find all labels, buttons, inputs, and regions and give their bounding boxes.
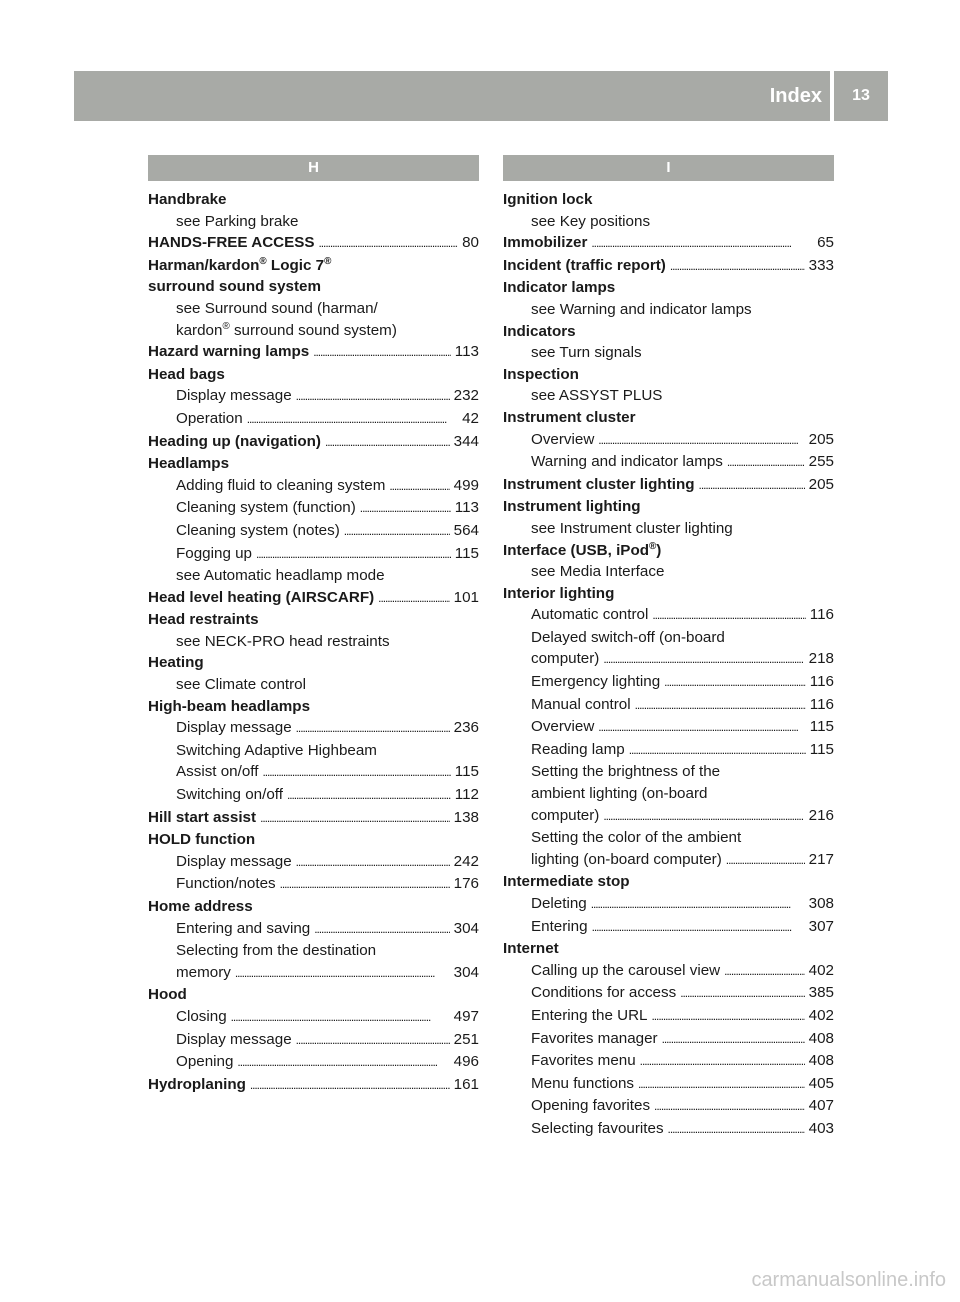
entry-label: computer) xyxy=(531,650,600,668)
entry-heading xyxy=(148,232,479,255)
index-entry xyxy=(148,341,479,364)
entry-label: Indicator lamps xyxy=(503,279,616,297)
entry-subitem xyxy=(503,1005,834,1028)
leader-dots xyxy=(313,341,451,364)
entry-heading xyxy=(503,255,834,278)
entry-subitem xyxy=(148,298,479,320)
leader-dots xyxy=(726,849,805,872)
leader-dots xyxy=(638,1073,805,1096)
page-reference[interactable]: 385 xyxy=(808,984,834,1002)
entry-label: Interior lighting xyxy=(503,584,615,602)
index-entry xyxy=(148,255,479,341)
leader-dots xyxy=(235,962,450,985)
entry-subitem xyxy=(503,982,834,1005)
entry-label: Menu functions xyxy=(531,1074,634,1092)
leader-dots xyxy=(603,805,804,828)
leader-dots xyxy=(680,982,804,1005)
entry-subitem xyxy=(148,918,479,941)
entry-heading xyxy=(503,871,834,893)
index-entry xyxy=(148,1074,479,1097)
entry-subitem xyxy=(148,385,479,408)
page-reference[interactable]: 496 xyxy=(453,1053,479,1071)
entry-label: Automatic control xyxy=(531,606,649,624)
entry-subitem xyxy=(503,648,834,671)
entry-label: Display message xyxy=(176,387,292,405)
page-reference[interactable]: 205 xyxy=(808,475,834,493)
entry-label: Head bags xyxy=(148,365,225,383)
entry-heading xyxy=(503,232,834,255)
page-number: 13 xyxy=(852,87,870,104)
entry-heading xyxy=(148,696,479,718)
page-reference[interactable]: 497 xyxy=(453,1007,479,1025)
entry-label: High-beam headlamps xyxy=(148,697,311,715)
entry-subitem xyxy=(503,716,834,739)
leader-dots xyxy=(378,587,449,610)
entry-label: Favorites manager xyxy=(531,1029,658,1047)
entry-label: Function/notes xyxy=(176,875,276,893)
entry-label: see Automatic headlamp mode xyxy=(176,567,385,585)
leader-dots xyxy=(360,497,451,520)
entry-label: Conditions for access xyxy=(531,984,677,1002)
index-entry xyxy=(148,609,479,652)
entry-label: Selecting from the destination xyxy=(176,942,377,960)
entry-label: see NECK-PRO head restraints xyxy=(176,632,390,650)
entry-label: HANDS-FREE ACCESS xyxy=(148,234,315,252)
entry-label: Switching on/off xyxy=(176,786,283,804)
page-reference[interactable]: 308 xyxy=(808,895,834,912)
entry-label: Delayed switch-off (on-board xyxy=(531,628,725,646)
entry-heading xyxy=(503,540,834,562)
page-reference[interactable]: 408 xyxy=(808,1052,834,1070)
leader-dots xyxy=(592,916,805,939)
entry-label: Display message xyxy=(176,852,292,870)
index-entry xyxy=(503,583,834,872)
leader-dots xyxy=(344,520,450,543)
index-entry xyxy=(148,364,479,431)
entry-label: HOLD function xyxy=(148,831,256,849)
page-reference[interactable]: 407 xyxy=(808,1097,834,1115)
index-entry xyxy=(148,807,479,830)
entry-label: see Turn signals xyxy=(531,344,642,362)
entry-subitem xyxy=(148,543,479,566)
entry-subitem xyxy=(503,561,834,583)
entry-label: Entering the URL xyxy=(531,1006,648,1024)
entry-subitem xyxy=(503,761,834,783)
leader-dots xyxy=(664,671,806,694)
entry-label: Setting the color of the ambient xyxy=(531,829,742,847)
index-column-i xyxy=(503,155,834,1141)
entry-subitem xyxy=(503,1028,834,1051)
entry-label: Ignition lock xyxy=(503,191,593,208)
entry-list xyxy=(148,189,479,1096)
entry-heading xyxy=(148,829,479,851)
leader-dots xyxy=(662,1028,805,1051)
entry-subitem xyxy=(503,783,834,805)
entry-heading xyxy=(148,896,479,918)
entry-label: see Media Interface xyxy=(531,563,665,581)
entry-label: see Surround sound (harman/ xyxy=(176,299,378,317)
entry-label: Overview xyxy=(531,718,595,736)
leader-dots xyxy=(603,648,804,671)
entry-label: Instrument cluster lighting xyxy=(503,475,695,493)
entry-subitem xyxy=(148,1051,479,1074)
entry-label: Harman/kardon® Logic 7® xyxy=(148,255,332,274)
index-entry xyxy=(503,407,834,474)
leader-dots xyxy=(314,918,449,941)
entry-subitem xyxy=(148,475,479,498)
entry-subitem xyxy=(148,631,479,653)
leader-dots xyxy=(280,873,450,896)
page-reference[interactable]: 113 xyxy=(454,343,479,361)
leader-dots xyxy=(635,694,806,717)
leader-dots xyxy=(389,475,449,498)
entry-subitem xyxy=(503,604,834,627)
index-entry xyxy=(148,587,479,610)
index-entry xyxy=(148,232,479,255)
entry-subitem xyxy=(148,784,479,807)
leader-dots xyxy=(250,1074,450,1097)
entry-heading xyxy=(503,938,834,960)
entry-subitem xyxy=(148,497,479,520)
page-reference[interactable]: 176 xyxy=(453,875,479,893)
entry-label: Operation xyxy=(176,409,243,427)
page-reference[interactable]: 218 xyxy=(808,650,834,668)
entry-label: Emergency lighting xyxy=(531,673,661,691)
entry-heading xyxy=(148,255,479,277)
page-reference[interactable]: 217 xyxy=(808,850,834,868)
entry-label: Switching Adaptive Highbeam xyxy=(176,741,377,759)
page-reference[interactable]: 138 xyxy=(453,808,479,826)
leader-dots xyxy=(629,739,806,762)
entry-label: Head restraints xyxy=(148,611,259,629)
entry-subitem xyxy=(503,211,834,233)
entry-subitem xyxy=(148,962,479,985)
entry-label: Instrument lighting xyxy=(503,498,641,516)
entry-heading xyxy=(148,587,479,610)
entry-subitem xyxy=(148,761,479,784)
index-column-h xyxy=(148,155,479,1096)
entry-label: Interface (USB, iPod®) xyxy=(503,540,662,559)
entry-label: Display message xyxy=(176,719,292,737)
entry-heading xyxy=(148,364,479,386)
leader-dots xyxy=(237,1051,449,1074)
entry-label: see Climate control xyxy=(176,676,306,694)
index-entry xyxy=(148,984,479,1073)
index-entry xyxy=(503,255,834,278)
entry-label: Intermediate stop xyxy=(503,873,630,891)
entry-label: Hill start assist xyxy=(148,808,257,826)
page-reference[interactable]: 499 xyxy=(453,476,479,494)
entry-label: Closing xyxy=(176,1007,227,1025)
leader-dots xyxy=(654,1095,805,1118)
page-reference[interactable]: 205 xyxy=(808,430,834,448)
page-reference[interactable]: 304 xyxy=(453,963,479,981)
entry-label: Hood xyxy=(148,986,187,1004)
entry-subitem xyxy=(503,299,834,321)
entry-heading xyxy=(503,189,834,211)
page-reference[interactable]: 80 xyxy=(462,234,479,252)
leader-dots xyxy=(640,1050,805,1073)
entry-label: Setting the brightness of the xyxy=(531,763,721,781)
entry-label: Manual control xyxy=(531,695,631,713)
entry-heading xyxy=(503,583,834,605)
entry-label: Calling up the carousel view xyxy=(531,961,721,979)
leader-dots xyxy=(652,1005,805,1028)
page-reference[interactable]: 402 xyxy=(808,961,834,979)
entry-heading xyxy=(503,407,834,429)
leader-dots xyxy=(591,893,805,916)
entry-label: see Warning and indicator lamps xyxy=(531,300,752,318)
page-reference[interactable]: 216 xyxy=(808,806,834,824)
entry-label: Cleaning system (function) xyxy=(176,499,356,517)
entry-subitem xyxy=(148,674,479,696)
entry-subitem xyxy=(148,565,479,587)
entry-subitem xyxy=(503,893,834,916)
entry-subitem xyxy=(148,320,479,342)
leader-dots xyxy=(727,451,805,474)
leader-dots xyxy=(591,232,813,255)
leader-dots xyxy=(652,604,805,627)
leader-dots xyxy=(699,474,805,497)
index-entry xyxy=(503,277,834,320)
entry-subitem xyxy=(148,851,479,874)
page-reference[interactable]: 304 xyxy=(453,919,479,937)
leader-dots xyxy=(724,960,805,983)
section-letter: I xyxy=(503,155,834,181)
page-reference[interactable]: 236 xyxy=(453,719,479,737)
page-reference[interactable]: 113 xyxy=(454,499,479,517)
entry-subitem xyxy=(503,827,834,849)
entry-heading xyxy=(503,364,834,386)
entry-label: Heating xyxy=(148,654,204,672)
index-entry xyxy=(148,829,479,896)
index-entry xyxy=(503,938,834,1140)
entry-subitem xyxy=(148,1006,479,1029)
entry-subitem xyxy=(503,849,834,872)
entry-label: see Parking brake xyxy=(176,212,299,230)
page-reference[interactable]: 344 xyxy=(453,432,479,450)
entry-label: Indicators xyxy=(503,322,576,340)
index-entry xyxy=(503,232,834,255)
leader-dots xyxy=(256,543,451,566)
entry-subitem xyxy=(503,1050,834,1073)
entry-heading xyxy=(148,609,479,631)
entry-label: Overview xyxy=(531,430,595,448)
page-header xyxy=(74,71,888,121)
entry-list xyxy=(503,189,834,1141)
entry-heading xyxy=(503,321,834,343)
entry-label: Headlamps xyxy=(148,455,230,473)
index-entry xyxy=(148,652,479,695)
entry-label: Handbrake xyxy=(148,191,227,208)
entry-subitem xyxy=(503,451,834,474)
entry-subitem xyxy=(503,1095,834,1118)
page-reference[interactable]: 402 xyxy=(808,1006,834,1024)
entry-label: kardon® surround sound system) xyxy=(176,320,397,339)
entry-subitem xyxy=(148,740,479,762)
entry-subitem xyxy=(148,1029,479,1052)
entry-subitem xyxy=(503,385,834,407)
entry-subitem xyxy=(503,694,834,717)
entry-label: Display message xyxy=(176,1030,292,1048)
entry-label: see ASSYST PLUS xyxy=(531,387,663,405)
leader-dots xyxy=(296,717,450,740)
entry-label: Adding fluid to cleaning system xyxy=(176,476,386,494)
entry-label: Cleaning system (notes) xyxy=(176,521,340,539)
entry-label: Entering xyxy=(531,917,588,935)
index-entry xyxy=(503,321,834,364)
index-entry xyxy=(148,189,479,232)
page-reference[interactable]: 115 xyxy=(454,763,479,781)
index-entry xyxy=(148,453,479,587)
index-entry xyxy=(148,431,479,454)
index-entry xyxy=(503,871,834,938)
entry-heading xyxy=(148,453,479,475)
page-reference[interactable]: 116 xyxy=(809,673,834,691)
entry-subitem xyxy=(148,717,479,740)
entry-subitem xyxy=(503,342,834,364)
entry-label: Favorites menu xyxy=(531,1052,636,1070)
index-entry xyxy=(503,540,834,583)
leader-dots xyxy=(262,761,450,784)
entry-label: Home address xyxy=(148,898,253,915)
page-reference[interactable]: 408 xyxy=(808,1029,834,1047)
page-reference[interactable]: 115 xyxy=(454,544,479,562)
entry-heading xyxy=(148,341,479,364)
entry-label: Opening favorites xyxy=(531,1097,651,1115)
entry-label: Heading up (navigation) xyxy=(148,432,321,450)
entry-heading xyxy=(148,984,479,1006)
entry-label: Hydroplaning xyxy=(148,1075,246,1093)
entry-heading xyxy=(148,276,479,298)
leader-dots xyxy=(598,429,804,452)
page-reference[interactable]: 115 xyxy=(809,718,834,736)
index-entry xyxy=(503,474,834,497)
entry-heading xyxy=(148,189,479,211)
entry-label: see Instrument cluster lighting xyxy=(531,519,733,537)
leader-dots xyxy=(296,1029,450,1052)
entry-subitem xyxy=(148,940,479,962)
entry-subitem xyxy=(503,739,834,762)
leader-dots xyxy=(247,408,458,431)
entry-subitem xyxy=(503,429,834,452)
leader-dots xyxy=(296,851,450,874)
index-entry xyxy=(503,189,834,232)
entry-label: Immobilizer xyxy=(503,234,588,252)
entry-subitem xyxy=(148,408,479,431)
entry-subitem xyxy=(503,916,834,939)
page-reference[interactable]: 251 xyxy=(453,1030,479,1048)
entry-label: computer) xyxy=(531,806,600,824)
header-title: Index xyxy=(769,85,822,107)
page-reference[interactable]: 116 xyxy=(809,695,834,713)
leader-dots xyxy=(296,385,450,408)
index-entry xyxy=(503,496,834,539)
entry-subitem xyxy=(148,520,479,543)
section-letter: H xyxy=(148,155,479,181)
entry-label: Opening xyxy=(176,1053,234,1071)
entry-label: Deleting xyxy=(531,895,587,912)
entry-subitem xyxy=(503,1073,834,1096)
page-reference[interactable]: 255 xyxy=(808,453,834,471)
page-reference[interactable]: 242 xyxy=(453,852,479,870)
page-reference[interactable]: 232 xyxy=(453,387,479,405)
page-reference[interactable]: 307 xyxy=(808,917,834,935)
entry-subitem xyxy=(148,873,479,896)
entry-label: Instrument cluster xyxy=(503,408,636,426)
page-reference[interactable]: 403 xyxy=(808,1119,834,1137)
entry-subitem xyxy=(503,960,834,983)
entry-label: surround sound system xyxy=(148,278,321,296)
entry-heading xyxy=(148,807,479,830)
page-reference[interactable]: 161 xyxy=(453,1075,479,1093)
entry-label: Head level heating (AIRSCARF) xyxy=(148,588,375,606)
entry-subitem xyxy=(148,211,479,233)
leader-dots xyxy=(670,255,805,278)
page-reference[interactable]: 116 xyxy=(809,606,834,624)
entry-label: Selecting favourites xyxy=(531,1119,664,1137)
entry-heading xyxy=(503,474,834,497)
entry-label: see Key positions xyxy=(531,212,651,230)
entry-label: ambient lighting (on-board xyxy=(531,785,708,803)
watermark: carmanualsonline.info xyxy=(751,1269,946,1291)
entry-label: Incident (traffic report) xyxy=(503,256,666,274)
entry-label: lighting (on-board computer) xyxy=(531,850,722,868)
entry-label: Entering and saving xyxy=(176,919,311,937)
index-entry xyxy=(148,896,479,984)
index-entry xyxy=(148,696,479,807)
entry-label: Assist on/off xyxy=(176,763,259,781)
entry-label: Fogging up xyxy=(176,544,252,562)
page-reference[interactable]: 42 xyxy=(462,409,479,427)
entry-label: Inspection xyxy=(503,365,579,383)
entry-heading xyxy=(503,277,834,299)
entry-label: Internet xyxy=(503,940,559,958)
entry-heading xyxy=(148,1074,479,1097)
leader-dots xyxy=(325,431,450,454)
page-reference[interactable]: 115 xyxy=(809,740,834,758)
leader-dots xyxy=(231,1006,450,1029)
index-entry xyxy=(503,364,834,407)
leader-dots xyxy=(598,716,805,739)
page-reference[interactable]: 112 xyxy=(454,786,479,804)
page-reference[interactable]: 65 xyxy=(817,234,834,252)
page-reference[interactable]: 564 xyxy=(453,521,479,539)
page-reference[interactable]: 101 xyxy=(453,588,479,606)
entry-heading xyxy=(148,431,479,454)
entry-subitem xyxy=(503,805,834,828)
entry-label: Reading lamp xyxy=(531,740,625,758)
page-reference[interactable]: 333 xyxy=(808,256,834,274)
leader-dots xyxy=(319,232,459,255)
entry-subitem xyxy=(503,518,834,540)
entry-subitem xyxy=(503,627,834,649)
entry-subitem xyxy=(503,1118,834,1141)
leader-dots xyxy=(668,1118,805,1141)
entry-heading xyxy=(503,496,834,518)
leader-dots xyxy=(287,784,451,807)
entry-label: memory xyxy=(176,963,231,981)
entry-heading xyxy=(148,652,479,674)
page-reference[interactable]: 405 xyxy=(808,1074,834,1092)
entry-label: Hazard warning lamps xyxy=(148,343,310,361)
entry-subitem xyxy=(503,671,834,694)
entry-label: Warning and indicator lamps xyxy=(531,453,723,471)
leader-dots xyxy=(260,807,450,830)
